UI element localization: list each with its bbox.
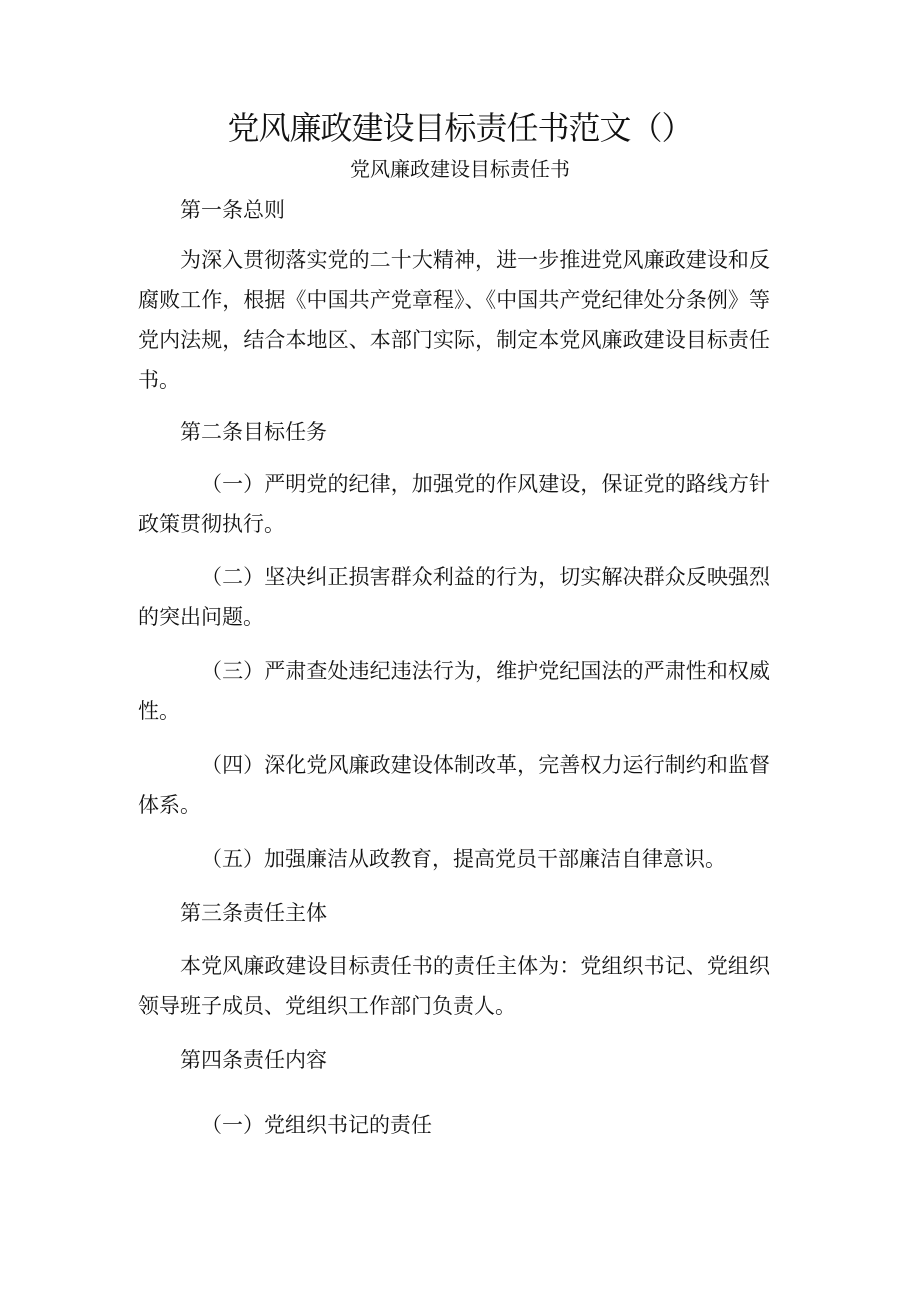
document-subtitle: 党风廉政建设目标责任书 xyxy=(350,157,570,181)
section-2-item-5: （五）加强廉洁从政教育，提高党员干部廉洁自律意识。 xyxy=(201,847,726,871)
section-heading-1: 第一条总则 xyxy=(180,198,285,222)
section-4-item-1: （一）党组织书记的责任 xyxy=(201,1113,432,1137)
section-2-item-3: （三）严肃查处违纪违法行为，维护党纪国法的严肃性和权威性。 xyxy=(138,659,770,723)
document-title: 党风廉政建设目标责任书范文（） xyxy=(227,109,693,147)
section-heading-2: 第二条目标任务 xyxy=(180,420,327,444)
section-2-item-2: （二）坚决纠正损害群众利益的行为，切实解决群众反映强烈的突出问题。 xyxy=(138,565,770,629)
section-1-paragraph: 为深入贯彻落实党的二十大精神，进一步推进党风廉政建设和反腐败工作，根据《中国共产党章程》、《中国共产党纪律处分条例》等党内法规，结合本地区、本部门实际，制定本党风廉政建设目标责任书。 xyxy=(138,248,770,392)
section-heading-4: 第四条责任内容 xyxy=(180,1048,327,1072)
section-heading-3: 第三条责任主体 xyxy=(180,901,327,925)
section-2-item-1: （一）严明党的纪律，加强党的作风建设，保证党的路线方针政策贯彻执行。 xyxy=(138,472,770,536)
section-2-item-4: （四）深化党风廉政建设体制改革，完善权力运行制约和监督体系。 xyxy=(138,753,770,817)
section-3-paragraph: 本党风廉政建设目标责任书的责任主体为：党组织书记、党组织领导班子成员、党组织工作部门负责人。 xyxy=(138,954,770,1018)
